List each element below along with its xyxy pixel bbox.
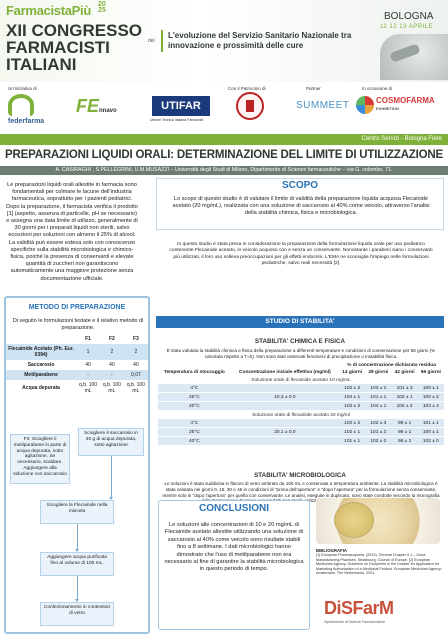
- poster-title: PREPARAZIONI LIQUIDI ORALI: DETERMINAZIONE DEL LIMITE DI UTILIZZAZIONE: [5, 149, 443, 161]
- table-subheader: Soluzione orale di flecainide acetato 20 mg/ml: [252, 412, 350, 418]
- congress-title: XII CONGRESSO FARMACISTI ITALIANI: [6, 21, 143, 74]
- scopo-text: Lo scopo di questo studio è di valutare il limite di validità della preparazione liquida acquosa Flecainide acetato (20 mg/mL), realizzata con una soluzione di saccarosio al 40% come veicolo, attraverso l'analisi della stabilità chimica, fisica e microbiologica.: [172, 196, 430, 217]
- utifar-sub: Unione Tecnica Italiana Farmacisti: [150, 118, 204, 122]
- patronage-seal-icon: [236, 92, 264, 120]
- method-title: METODO DI PREPARAZIONE: [28, 304, 126, 311]
- micro-title: STABILITA' MICROBIOLOGICA: [254, 472, 346, 479]
- study-title: STUDIO DI STABILITA': [265, 318, 335, 325]
- step-f3-box: F3: Sciogliere il metilparabene in parte di acqua depurata, sotto agitazione. Se necessario, scaldare. Aggiungere alla soluzione con saccarosio: [10, 434, 70, 484]
- venue-bar: [0, 134, 448, 145]
- table-header-row: 14 giorni 28 giorni 42 giorni 56 giorni: [342, 370, 441, 375]
- flow-arrow: [111, 456, 112, 498]
- summeet-logo: SUMMEET: [296, 100, 350, 111]
- table-header-row: Temperatura di stoccaggio Concentrazione iniziale effettiva (mg/ml) % di concentrazione dichiarata residua: [163, 363, 436, 375]
- occasion-label: In occasione di: [362, 86, 393, 91]
- table-row: 40°C 103 ± 2 104 ± 1 102 ± 4 103 ± 4: [158, 402, 444, 411]
- bibliography-title: BIBLIOGRAFIA: [316, 548, 348, 553]
- federfarma-logo: federfarma: [8, 94, 44, 125]
- partner-label: Partner: [306, 86, 321, 91]
- divider: [161, 30, 163, 52]
- scopo-title: SCOPO: [281, 180, 319, 191]
- initiative-label: Un'iniziativa di: [8, 86, 37, 91]
- phys-title: STABILITA' CHIMICA E FISICA: [254, 338, 346, 345]
- conclusions-title: CONCLUSIONI: [199, 503, 269, 514]
- venue-label: Centro Servizi - Bologna Fiere: [361, 136, 442, 142]
- cosmofarma-icon: [356, 96, 374, 114]
- disfarm-logo: DiSFarM: [324, 598, 394, 618]
- patronage-label: Con il Patrocinio di: [228, 86, 266, 91]
- step-flecainide-box: Sciogliere la Flecainide nella miscela: [40, 500, 114, 524]
- flow-arrow: [77, 524, 78, 550]
- stability-table: [158, 362, 444, 446]
- brand-logo: FarmacistaPiù: [6, 3, 91, 18]
- table-row: 25°C 10.3 ± 0.0 104 ± 1 101 ± 1 102 ± 1 100 ± 2: [158, 393, 444, 402]
- utifar-logo: UTIFAR: [152, 96, 210, 116]
- study-intro: In questo studio è stata presa in considerazione la preparazione della formulazione liquida orale per uso pediatrico contenente Flecainide acetato, in veicolo acquoso con e senza un conservante. Nonostante i parabeni siano i conservanti più utilizzati, il loro uso solleva preoccupazioni per gli effetti endocrini. L'EMA ne sconsiglia l'impiego nelle formulazioni pediatriche, salvo reali necessità [2].: [169, 242, 433, 266]
- table-row: Metilparabene - - 0,07: [6, 370, 148, 380]
- table-row: 40°C 101 ± 1 102 ± 2 98 ± 1 102 ± 0: [158, 437, 444, 446]
- formulation-table: [6, 334, 148, 396]
- robot-hand-image: [380, 34, 448, 80]
- disfarm-sub: Dipartimento di Scienze Farmaceutiche: [324, 620, 386, 624]
- table-row: Saccarosio 40 40 40: [27, 362, 139, 368]
- table-row: Acqua depurata q.b. 100 mL q.b. 100 mL q.b. 100 mL: [22, 382, 145, 394]
- dates-label: 11 12 13 APRILE: [380, 24, 434, 30]
- city-label: BOLOGNA: [384, 11, 434, 22]
- table-row: 25°C 20.1 ± 0.0 102 ± 1 101 ± 2 98 ± 1 100 ± 1: [158, 428, 444, 437]
- step-sugar-box: Sciogliere il saccarosio in 40 g di acqua depurata, sotto agitazione: [78, 428, 144, 456]
- cosmofarma-logo: COSMOFARMA EXHIBITION: [356, 94, 442, 116]
- authors-text: A. CASIRAGHI , S.PELLEGRINI, U.M.MUSAZZI – Università degli Studi di Milano, Dipartimento di Scienze farmaceutiche – via G. colombo, 71.: [55, 167, 393, 173]
- fenagifar-logo: FEnnavo: [76, 96, 117, 116]
- flow-arrow: [77, 576, 78, 600]
- congress-sub: dei: [148, 38, 155, 44]
- conclusions-text: Le soluzioni alle concentrazioni di 10 e 20 mg/mL di Flecainide acetato allestite utilizzando una soluzione di saccarosio al 40% come veicolo sono risultate stabili fino a 8 settimane. I dati microbiologici hanno dimostrato che l'uso di metilparabene non era necessario al fine di garantire la stabilità microbiologica in questo periodo di tempo.: [164, 522, 304, 573]
- authors-bar: [0, 166, 448, 175]
- table-row: 4°C 102 ± 2 103 ± 1 101 ± 3 100 ± 1: [158, 384, 444, 393]
- brand-year: 20 25: [98, 1, 106, 14]
- bibliography-text: [1] European Pharmacopoeia. (2023). General Chapter 5.1 – Good Manufacturing Practices. Strasbourg: Council of Europe. [2] European Medicines Agency. Guideline on Excipients in the Dossier for Application for Marketing Authorisation of a Medicinal Product. European Medicines Agency: Amsterdam, The Netherlands, 2021.: [316, 553, 442, 576]
- step-pack-box: Confezionamento in contenitori di vetro: [40, 602, 114, 626]
- sponsor-bar: [0, 82, 448, 134]
- intro-paragraph: Le preparazioni liquidi orali allestite in farmacia sono fondamentali per colmare le lacune dell'industria farmaceutica, soprattutto per i pazienti pediatrici. Dopo la preparazione, il farmacista verifica il prodotto [1] (aspetto, assenza di particelle, pH se necessario) e assegna una data limite di utilizzo, generalmente di 30 giorni per i preparati liquidi non sterili, salvo eccezioni per soluzioni con almeno il 25% di alcool. La validità può essere estesa solo con conoscenze specifiche sulla stabilità microbiologica e chimico-fisica, poiché la presenza di conservanti e elevate quantità di zuccheri non garantiscono automaticamente una maggiore protezione senza documentazione ufficiale.: [6, 182, 138, 282]
- congress-header: [0, 0, 448, 82]
- petri-dish-culture: [334, 502, 374, 538]
- table-subheader: Soluzione orale di flecainide acetato 10 mg/mL: [251, 377, 351, 383]
- method-intro: Di seguito le formulazioni testate e il relativo metodo di preparazione.: [12, 318, 144, 331]
- table-row: 4°C 102 ± 2 102 ± 3 98 ± 1 101 ± 1: [158, 419, 444, 428]
- phys-text: È stata valutata la stabilità chimica e fisica della preparazione a differenti temperature e condizioni di conservazione per 56 giorni (% calcolata rispetto a T=0). Non sono stati osservati fenomeni di precipitazione o instabilità fisica.: [166, 348, 436, 359]
- step-water-box: Aggiungere acqua purificata fino al volume di 100 mL.: [40, 552, 114, 576]
- micro-text: Le soluzioni è stata suddivisa in flaconi di vetro ambrato da 100 mL e conservata a temperatura ambiente. La stabilità microbiologica è stata valutata nei giorni 0, 15, 30 e 45 in condizioni di "prima dell'apertura" e "dopo l'apertura" per la formulazione senza conservante, mentre solo in "dopo l'apertura" per quella con conservante. Le analisi, eseguite in duplicato, sono state condotte secondo la monografia: [162, 481, 440, 498]
- table-header-row: F1 F2 F3: [85, 336, 139, 342]
- federfarma-icon: [8, 94, 34, 116]
- congress-tagline: L'evoluzione del Servizio Sanitario Nazionale tra innovazione e prossimità delle cure: [168, 31, 352, 50]
- table-row: Flecainide Acetato (Ph. Eur. 0394) 1 2 2: [6, 344, 148, 360]
